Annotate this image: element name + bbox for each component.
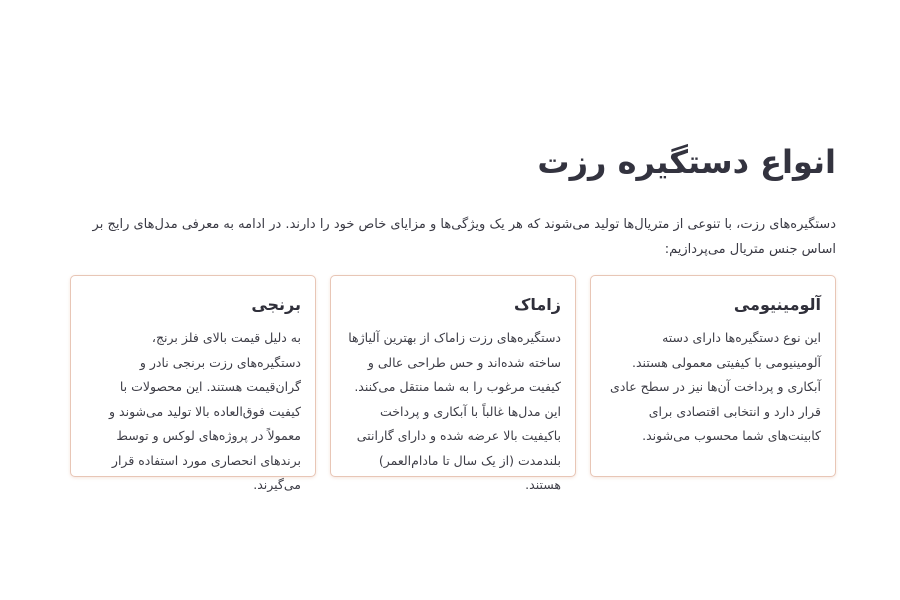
card-zamak <box>330 275 576 492</box>
card-description: به دلیل قیمت بالای فلز برنج، دستگیره‌های رزت برنجی نادر و گران‌قیمت هستند. این محصولات با کیفیت فوق‌العاده بالا تولید می‌شوند و معمولاً در پروژه‌های لوکس و توسط برندهای انحصاری مورد استفاده قرار می‌گیرند. <box>109 330 301 492</box>
card-title: آلومینیومی <box>733 295 821 314</box>
card-brass <box>70 275 316 492</box>
material-cards <box>70 275 836 492</box>
card-description: این نوع دستگیره‌ها دارای دسته آلومینیومی با کیفیتی معمولی هستند. آبکاری و پرداخت آن‌ها نیز در سطح عادی قرار دارد و انتخابی اقتصادی برای کابینت‌های شما محسوب می‌شوند. <box>610 330 821 443</box>
card-title: زاماک <box>514 295 561 314</box>
card-title: برنجی <box>251 295 301 314</box>
intro-paragraph: دستگیره‌های رزت، با تنوعی از متریال‌ها تولید می‌شوند که هر یک ویژگی‌ها و مزایای خاص خود را دارند. در ادامه به معرفی مدل‌های رایج بر اساس جنس متریال می‌پردازیم: <box>92 217 836 257</box>
page-title: انواع دستگیره رزت <box>537 143 836 181</box>
card-description: دستگیره‌های رزت زاماک از بهترین آلیاژها ساخته شده‌اند و حس طراحی عالی و کیفیت مرغوب را به شما منتقل می‌کنند. این مدل‌ها غالباً با آبکاری و پرداخت باکیفیت بالا عرضه شده و دارای گارانتی بلندمدت (از یک سال تا مادام‌العمر) هستند. <box>348 330 561 492</box>
card-aluminum <box>590 275 836 477</box>
